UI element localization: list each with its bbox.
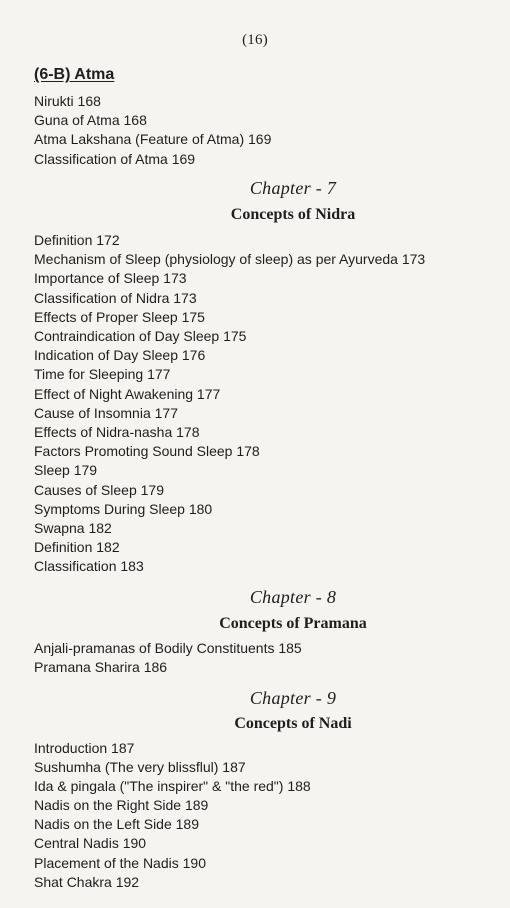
- toc-entry: Sushumha (The very blissflul) 187: [34, 759, 246, 776]
- toc-entry: Factors Promoting Sound Sleep 178: [34, 443, 260, 460]
- toc-entry: Effects of Proper Sleep 175: [34, 308, 205, 325]
- section-heading-atma: (6-B) Atma: [34, 66, 115, 83]
- toc-entry: Symptoms During Sleep 180: [34, 500, 213, 517]
- toc-entry: Classification 183: [34, 558, 144, 575]
- toc-entry: Time for Sleeping 177: [34, 366, 171, 383]
- toc-entry: Pramana Sharira 186: [34, 659, 168, 676]
- toc-entry: Guna of Atma 168: [34, 112, 147, 129]
- toc-entry: Effect of Night Awakening 177: [34, 385, 221, 402]
- toc-entry: Nadis on the Right Side 189: [34, 797, 209, 814]
- toc-entry: Introduction 187: [34, 740, 135, 756]
- chapter-7-title: Concepts of Nidra: [230, 206, 356, 223]
- toc-entry: Nadis on the Left Side 189: [34, 816, 200, 833]
- toc-entry: Cause of Insomnia 177: [34, 404, 178, 421]
- toc-entry: Central Nadis 190: [34, 835, 147, 852]
- toc-entry: Classification of Atma 169: [34, 150, 196, 167]
- toc-entry: Definition 172: [34, 232, 120, 248]
- toc-entry: Atma Lakshana (Feature of Atma) 169: [34, 131, 272, 148]
- toc-entry: Shat Chakra 192: [34, 873, 140, 890]
- toc-entry: Classification of Nidra 173: [34, 289, 197, 306]
- chapter-7-toc-list: [34, 231, 425, 577]
- page-number: (16): [242, 32, 268, 48]
- chapter-8-toc-list: [34, 639, 302, 677]
- toc-entry: Nirukti 168: [34, 93, 101, 109]
- toc-entry: Effects of Nidra-nasha 178: [34, 424, 200, 441]
- toc-entry: Sleep 179: [34, 462, 98, 479]
- chapter-9-toc-list: [34, 739, 311, 892]
- toc-entry: Importance of Sleep 173: [34, 270, 187, 287]
- chapter-8-title: Concepts of Pramana: [219, 615, 367, 632]
- chapter-8-label: Chapter - 8: [249, 587, 337, 607]
- chapter-7-label: Chapter - 7: [249, 178, 337, 198]
- chapter-9-label: Chapter - 9: [249, 688, 337, 708]
- toc-entry: Definition 182: [34, 539, 120, 556]
- toc-entry: Ida & pingala ("The inspirer" & "the red") 188: [34, 778, 311, 795]
- toc-entry: Contraindication of Day Sleep 175: [34, 328, 247, 345]
- chapter-9-title: Concepts of Nadi: [234, 715, 352, 732]
- toc-entry: Placement of the Nadis 190: [34, 854, 206, 871]
- toc-entry: Causes of Sleep 179: [34, 481, 164, 498]
- toc-entry: Mechanism of Sleep (physiology of sleep) as per Ayurveda 173: [34, 251, 426, 268]
- toc-entry: Indication of Day Sleep 176: [34, 347, 206, 364]
- atma-toc-list: [34, 92, 271, 169]
- toc-entry: Swapna 182: [34, 520, 112, 537]
- toc-entry: Anjali-pramanas of Bodily Constituents 185: [34, 640, 302, 656]
